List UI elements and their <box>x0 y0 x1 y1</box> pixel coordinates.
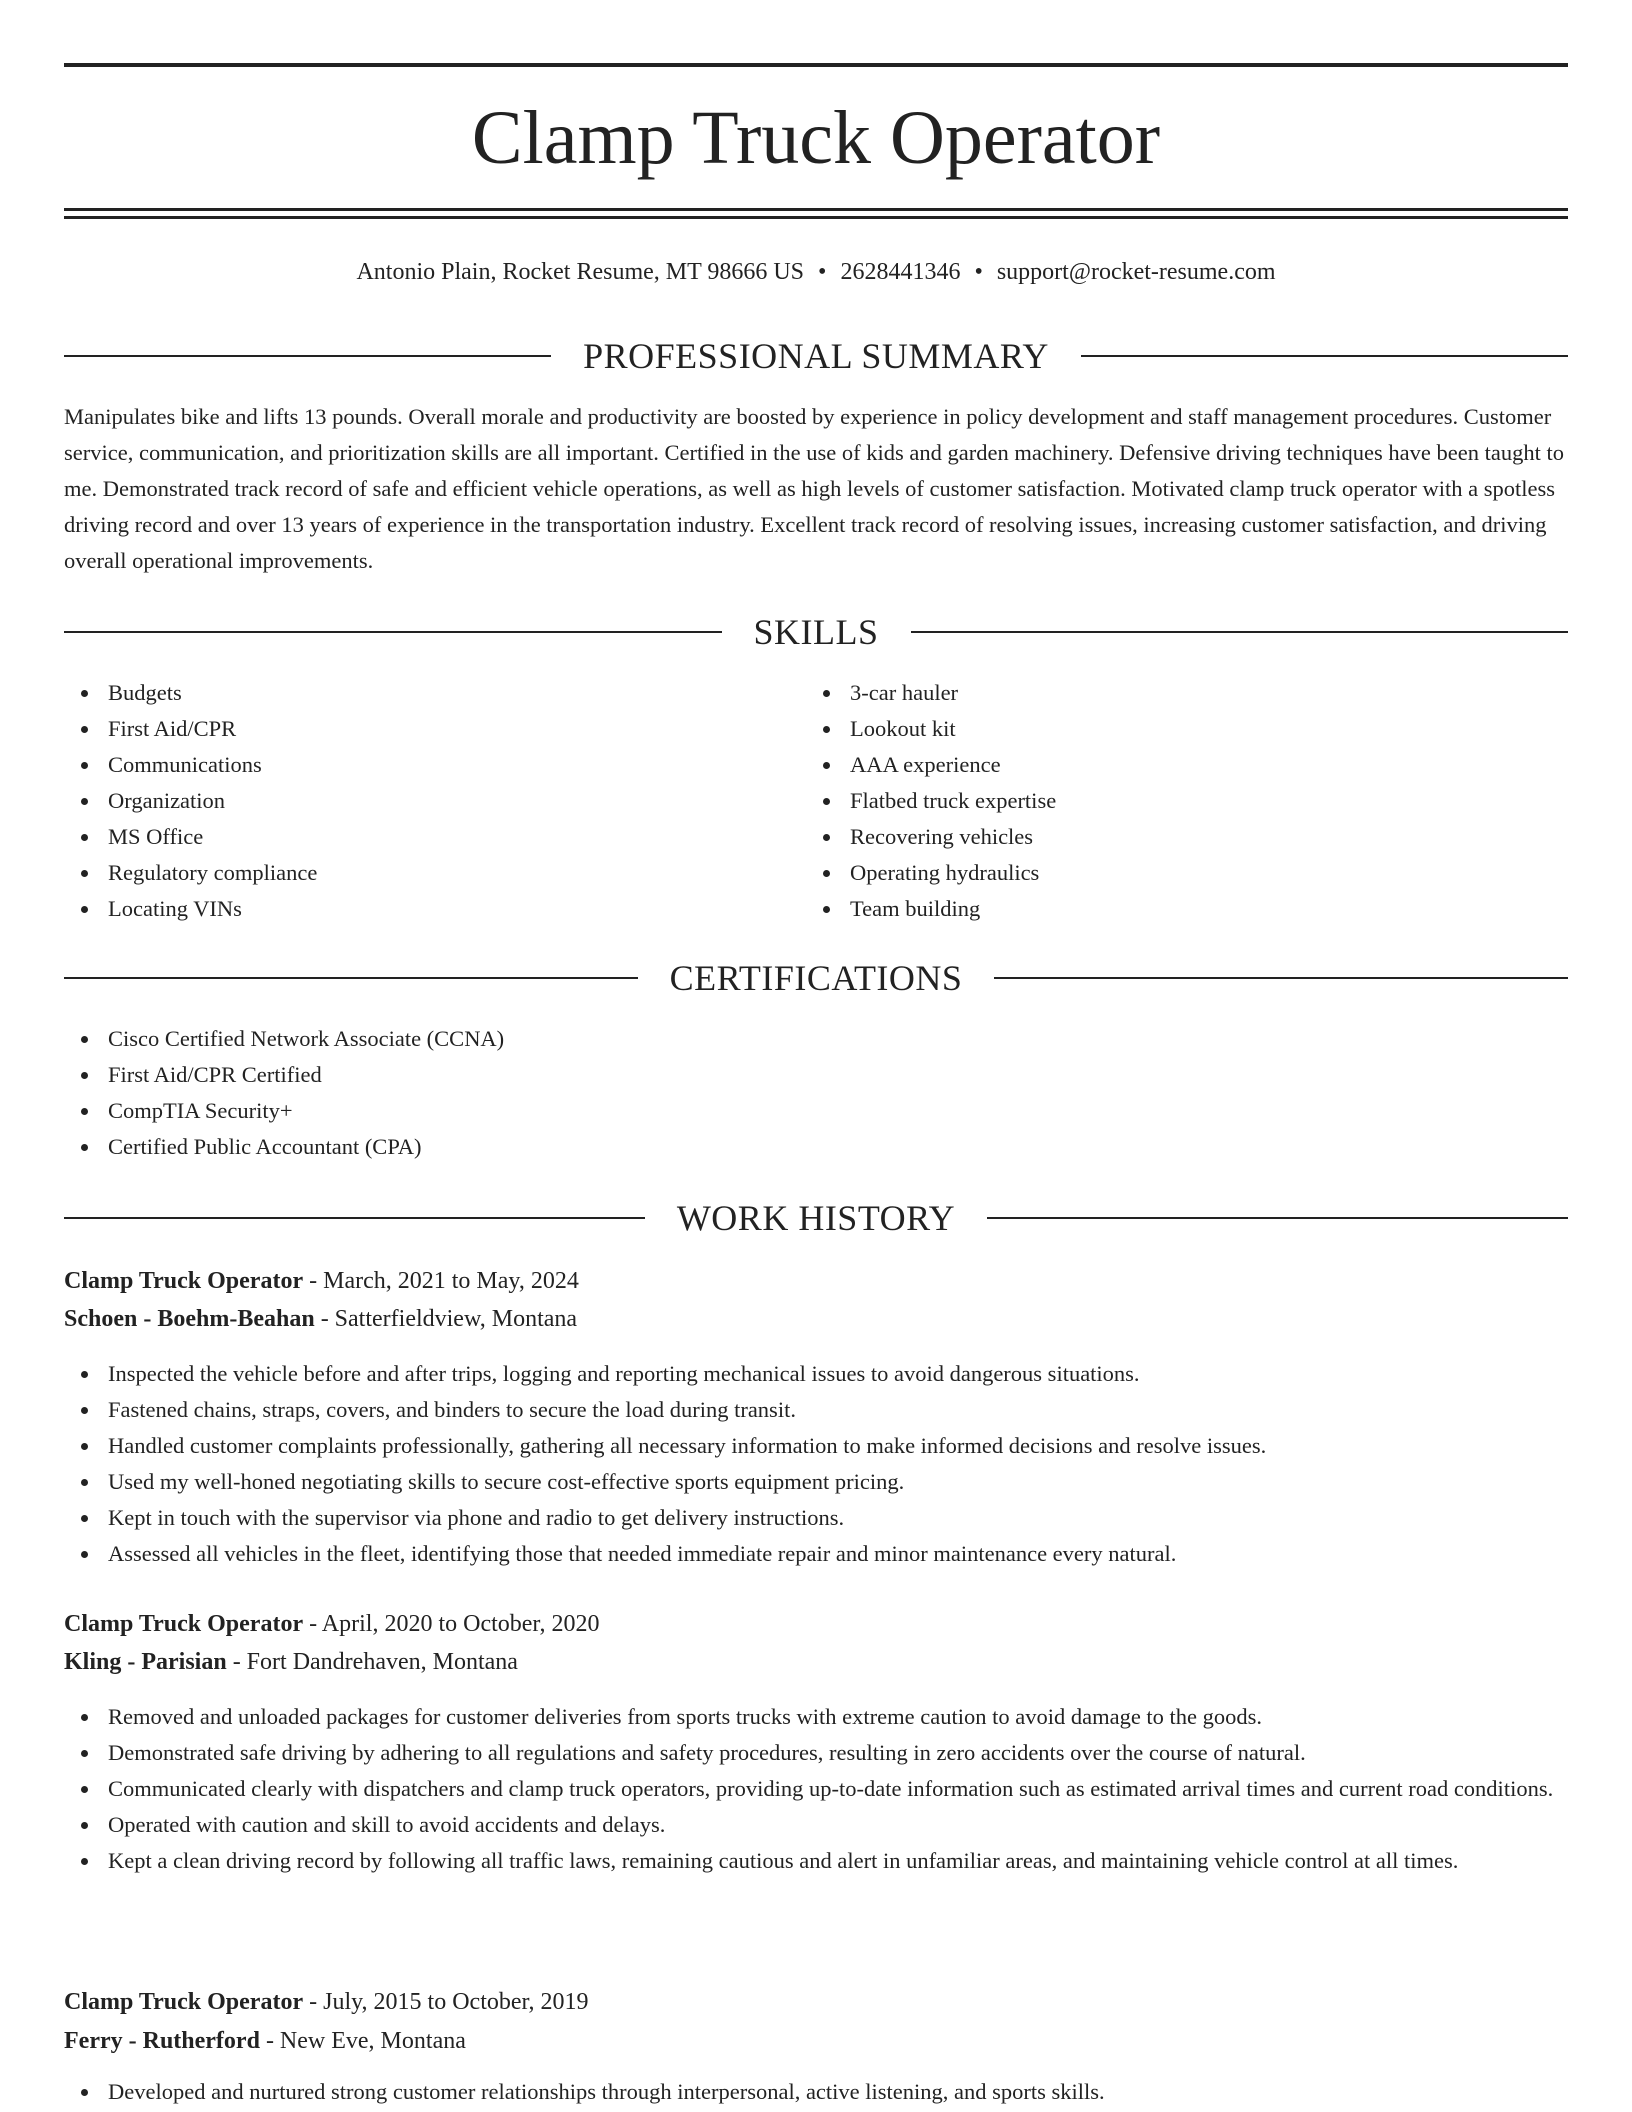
skill-item: Team building <box>806 891 1546 927</box>
section-title: SKILLS <box>753 612 879 652</box>
job-duty-item: Demonstrated safe driving by adhering to all regulations and safety procedures, resulting in zero accidents over the course of natural. <box>64 1735 1568 1771</box>
job-title-line <box>64 1262 1568 1300</box>
job-location: - Fort Dandrehaven, Montana <box>226 1649 518 1675</box>
job-duty-item: Handled customer complaints professionally, gathering all necessary information to make informed decisions and resolve issues. <box>64 1428 1568 1464</box>
double-rule-lower <box>64 216 1568 219</box>
section-title: WORK HISTORY <box>676 1198 956 1238</box>
job-duty-item: Fastened chains, straps, covers, and binders to secure the load during transit. <box>64 1392 1568 1428</box>
skills-list-right <box>806 675 1546 927</box>
heading-rule <box>64 1217 645 1219</box>
top-rule <box>64 63 1568 67</box>
skill-item: Locating VINs <box>64 891 764 927</box>
job-company: Schoen - Boehm-Beahan <box>64 1306 315 1332</box>
heading-rule <box>994 977 1568 979</box>
contact-separator: • <box>974 259 983 285</box>
certifications-list <box>64 1021 1568 1165</box>
summary-text: Manipulates bike and lifts 13 pounds. Overall morale and productivity are boosted by experience in policy development and staff management procedures. Customer service, communication, and prioritization skills are all important. Certified in the use of kids and garden machinery. Defensive driving techniques have been taught to me. Demonstrated track record of safe and efficient vehicle operations, as well as high levels of customer satisfaction. Motivated clamp truck operator with a spotless driving record and over 13 years of experience in the transportation industry. Excellent track record of resolving issues, increasing customer satisfaction, and driving overall operational improvements. <box>64 404 1564 573</box>
job-duty-item: Inspected the vehicle before and after trips, logging and reporting mechanical issues to avoid dangerous situations. <box>64 1356 1568 1392</box>
section-title: PROFESSIONAL SUMMARY <box>583 336 1049 376</box>
skill-item: Communications <box>64 747 764 783</box>
job-duties-list <box>64 1699 1568 1879</box>
certification-item: CompTIA Security+ <box>64 1093 1568 1129</box>
certification-item: Certified Public Accountant (CPA) <box>64 1129 1568 1165</box>
job-company-line <box>64 1643 1568 1681</box>
skill-item: Operating hydraulics <box>806 855 1546 891</box>
job-duty-item: Removed and unloaded packages for customer deliveries from sports trucks with extreme caution to avoid damage to the goods. <box>64 1699 1568 1735</box>
heading-rule <box>987 1217 1568 1219</box>
job-title-line <box>64 1983 1568 2021</box>
skill-item: Organization <box>64 783 764 819</box>
job-duty-item: Communicated clearly with dispatchers and clamp truck operators, providing up-to-date information such as estimated arrival times and current road conditions. <box>64 1771 1568 1807</box>
certification-item: Cisco Certified Network Associate (CCNA) <box>64 1021 1568 1057</box>
job-duty-item: Kept in touch with the supervisor via phone and radio to get delivery instructions. <box>64 1500 1568 1536</box>
job-title: Clamp Truck Operator <box>64 1268 304 1294</box>
section-heading-summary <box>64 334 1568 378</box>
section-title: CERTIFICATIONS <box>669 958 963 998</box>
heading-rule <box>911 631 1569 633</box>
contact-email: support@rocket-resume.com <box>996 259 1276 285</box>
job-duty-item: Developed and nurtured strong customer relationships through interpersonal, active listening, and sports skills. <box>64 2074 1568 2110</box>
skill-item: Lookout kit <box>806 711 1546 747</box>
job-title-line <box>64 1605 1568 1643</box>
skill-item: Budgets <box>64 675 764 711</box>
job-dates: - March, 2021 to May, 2024 <box>303 1268 579 1294</box>
job-duty-item: Assessed all vehicles in the fleet, identifying those that needed immediate repair and minor maintenance every natural. <box>64 1536 1568 1572</box>
job-company-line <box>64 1300 1568 1338</box>
job-location: - New Eve, Montana <box>259 2028 466 2054</box>
job-duties-list <box>64 2074 1568 2110</box>
job-duty-item: Kept a clean driving record by following all traffic laws, remaining cautious and alert in unfamiliar areas, and maintaining vehicle control at all times. <box>64 1843 1568 1879</box>
job-location: - Satterfieldview, Montana <box>314 1306 578 1332</box>
skills-list-left <box>64 675 764 927</box>
job-company: Ferry - Rutherford <box>64 2028 260 2054</box>
skill-item: Recovering vehicles <box>806 819 1546 855</box>
heading-rule <box>1081 355 1568 357</box>
job-duty-item: Operated with caution and skill to avoid accidents and delays. <box>64 1807 1568 1843</box>
job-dates: - July, 2015 to October, 2019 <box>303 1989 589 2015</box>
contact-address: Antonio Plain, Rocket Resume, MT 98666 US <box>356 259 805 285</box>
job-duties-list <box>64 1356 1568 1572</box>
job-dates: - April, 2020 to October, 2020 <box>303 1611 600 1637</box>
section-heading-work-history <box>64 1196 1568 1240</box>
section-heading-certifications <box>64 956 1568 1000</box>
heading-rule <box>64 977 638 979</box>
double-rule-upper <box>64 208 1568 211</box>
section-heading-skills <box>64 610 1568 654</box>
skill-item: First Aid/CPR <box>64 711 764 747</box>
heading-rule <box>64 355 551 357</box>
contact-phone: 2628441346 <box>840 259 961 285</box>
job-company: Kling - Parisian <box>64 1649 227 1675</box>
resume-title: Clamp Truck Operator <box>471 96 1161 180</box>
certification-item: First Aid/CPR Certified <box>64 1057 1568 1093</box>
skill-item: MS Office <box>64 819 764 855</box>
job-company-line <box>64 2022 1568 2060</box>
skill-item: Flatbed truck expertise <box>806 783 1546 819</box>
skill-item: Regulatory compliance <box>64 855 764 891</box>
job-duty-item: Used my well-honed negotiating skills to secure cost-effective sports equipment pricing. <box>64 1464 1568 1500</box>
contact-line <box>64 254 1568 290</box>
skill-item: 3-car hauler <box>806 675 1546 711</box>
job-title: Clamp Truck Operator <box>64 1989 304 2015</box>
heading-rule <box>64 631 722 633</box>
contact-separator: • <box>818 259 827 285</box>
job-title: Clamp Truck Operator <box>64 1611 304 1637</box>
skill-item: AAA experience <box>806 747 1546 783</box>
